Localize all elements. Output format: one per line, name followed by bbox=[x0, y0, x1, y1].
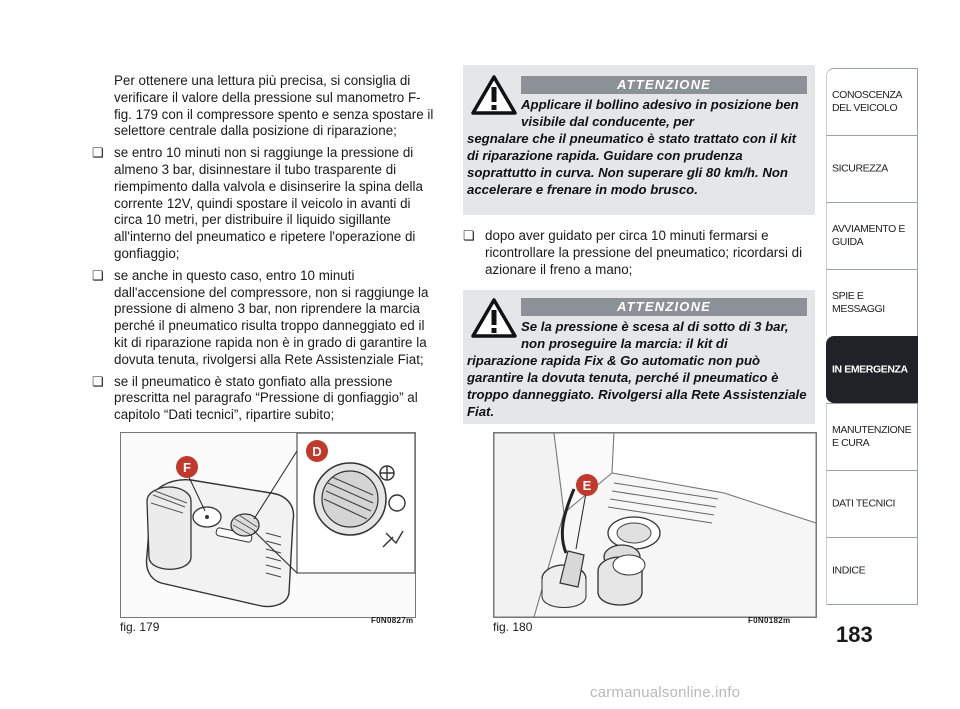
list-item: ❏ dopo aver guidato per circa 10 minuti fermarsi e ricontrollare la pressione del pneumatico; ricordarsi di azionare il freno a mano; bbox=[463, 228, 803, 277]
checkbox-bullet-icon: ❏ bbox=[92, 373, 104, 389]
tab-dati-tecnici[interactable]: DATI TECNICI bbox=[826, 470, 918, 537]
watermark: carmanualsonline.info bbox=[590, 684, 741, 701]
list-item: ❏ se entro 10 minuti non si raggiunge la pressione di almeno 3 bar, disinnestare il tubo trasparente di riempimento dalla valvola e disinserire la spina della corrente 12V, quindi spostare il veicolo in avanti di circa 10 metri, per distribuire il liquido sigillante all'interno del pneumatico e ripetere l'operazione di gonfiaggio; bbox=[92, 145, 423, 261]
checkbox-bullet-icon: ❏ bbox=[463, 228, 475, 243]
power-socket-illustration bbox=[494, 433, 816, 617]
tab-sicurezza[interactable]: SICUREZZA bbox=[826, 135, 918, 202]
compressor-illustration bbox=[121, 433, 415, 617]
list-item: ❏ se anche in questo caso, entro 10 minuti dall'accensione del compressore, non si raggiunge la pressione di almeno 3 bar, non riprendere la marcia perché il pneumatico risulta troppo danneggiato ed il kit di riparazione rapida non è in grado di garantire la dovuta tenuta, rivolgersi alla Rete Assistenziale Fiat; bbox=[92, 267, 429, 367]
label-f: F bbox=[183, 460, 191, 475]
tab-spie-e-messaggi[interactable]: SPIE E MESSAGGI bbox=[826, 269, 918, 336]
warning-box-pressure bbox=[463, 290, 815, 424]
figure-caption: fig. 180 bbox=[493, 620, 533, 634]
tab-manutenzione-e-cura[interactable]: MANUTENZIONE E CURA bbox=[826, 403, 918, 470]
tab-avviamento-e-guida[interactable]: AVVIAMENTO E GUIDA bbox=[826, 202, 918, 269]
warning-text: Applicare il bollino adesivo in posizione ben visibile dal conducente, per segnalare che il pneumatico è stato trattato con il kit di riparazione rapida. Guidare con prudenza soprattutto in curva. Non superare gli 80 km/h. Non accelerare e frenare in modo brusco. bbox=[467, 97, 799, 197]
warning-text: Se la pressione è scesa al di sotto di 3 bar, non proseguire la marcia: il kit di riparazione rapida Fix & Go automatic non può garantire la dovuta tenuta, perché il pneumatico è troppo danneggiato. Rivolgersi alla Rete Assistenziale Fiat. bbox=[467, 319, 807, 419]
warning-title: ATTENZIONE bbox=[521, 76, 807, 94]
warning-box-sticker bbox=[463, 65, 815, 215]
intro-paragraph: Per ottenere una lettura più precisa, si consiglia di verificare il valore della pressione sul manometro F-fig. 179 con il compressore spento e senza spostare il selettore centrale dalla posizione di riparazione; bbox=[114, 73, 434, 139]
list-item: ❏ se il pneumatico è stato gonfiato alla pressione prescritta nel paragrafo “Pressione di gonfiaggio” al capitolo “Dati tecnici”, ripartire subito; bbox=[92, 373, 418, 423]
tab-indice[interactable]: INDICE bbox=[826, 537, 918, 605]
page-number: 183 bbox=[836, 622, 873, 647]
chapter-sidebar bbox=[826, 68, 918, 605]
figure-caption: fig. 179 bbox=[120, 620, 160, 634]
figure-180-power-socket bbox=[493, 432, 817, 618]
label-e: E bbox=[582, 478, 592, 493]
tab-conoscenza-del-veicolo[interactable]: CONOSCENZA DEL VEICOLO bbox=[826, 68, 918, 135]
left-column bbox=[92, 73, 438, 429]
warning-title: ATTENZIONE bbox=[521, 298, 807, 316]
figure-code: F0N0827m bbox=[371, 616, 414, 625]
label-d: D bbox=[312, 444, 322, 459]
figure-code: F0N0182m bbox=[748, 616, 791, 625]
tab-in-emergenza[interactable]: IN EMERGENZA bbox=[826, 336, 918, 403]
figure-179-compressor bbox=[120, 432, 416, 618]
checkbox-bullet-icon: ❏ bbox=[92, 267, 104, 283]
checkbox-bullet-icon: ❏ bbox=[92, 145, 104, 161]
